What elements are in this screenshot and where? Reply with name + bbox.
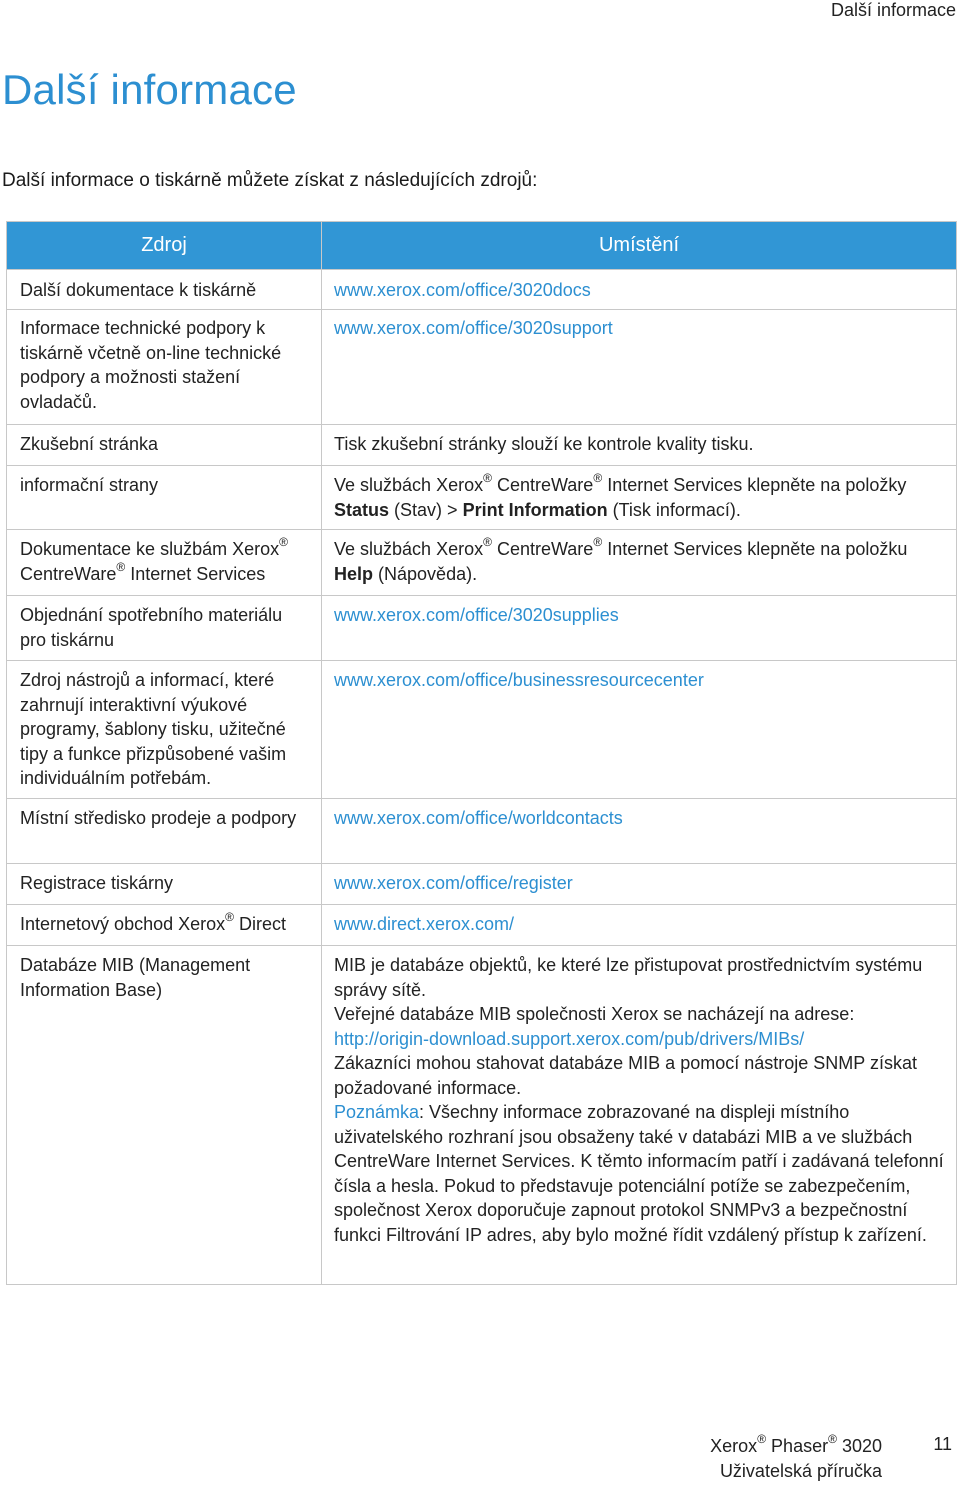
page-number: 11	[933, 1434, 952, 1454]
source-cell: Další dokumentace k tiskárně	[7, 270, 322, 310]
table-row	[7, 799, 957, 864]
table-row	[7, 270, 957, 310]
location-cell	[322, 905, 957, 946]
mib-description: MIB je databáze objektů, ke které lze přistupovat prostřednictvím systému správy sítě.	[334, 955, 923, 1000]
resources-table	[6, 221, 956, 1285]
note-label[interactable]: Poznámka	[334, 1102, 420, 1122]
location-cell	[322, 864, 957, 905]
source-cell: Zdroj nástrojů a informací, které zahrnují interaktivní výukové programy, šablony tisku, užitečné tipy a funkce přizpůsobené vašim individuálním potřebám.	[7, 661, 322, 799]
table-row	[7, 466, 957, 530]
table-row	[7, 425, 957, 466]
location-cell	[322, 946, 957, 1285]
footer-product: Xerox® Phaser® 3020	[710, 1432, 882, 1456]
column-header-source: Zdroj	[7, 222, 322, 270]
source-cell: Registrace tiskárny	[7, 864, 322, 905]
link-world-contacts[interactable]: www.xerox.com/office/worldcontacts	[334, 808, 623, 828]
source-cell: Internetový obchod Xerox® Direct	[7, 905, 322, 946]
menu-help: Help	[334, 563, 374, 584]
source-cell: informační strany	[7, 466, 322, 530]
link-supplies[interactable]: www.xerox.com/office/3020supplies	[334, 605, 619, 625]
page-title: Další informace	[2, 66, 297, 113]
location-cell: Tisk zkušební stránky slouží ke kontrole kvality tisku.	[322, 425, 957, 466]
footer	[710, 1434, 882, 1484]
table-row	[7, 905, 957, 946]
link-business-resource-center[interactable]: www.xerox.com/office/businessresourcecenter	[334, 670, 704, 690]
location-cell	[322, 270, 957, 310]
column-header-location: Umístění	[322, 222, 957, 270]
link-direct[interactable]: www.direct.xerox.com/	[334, 914, 515, 934]
menu-status: Status	[334, 499, 390, 520]
table-row	[7, 530, 957, 596]
table-row	[7, 946, 957, 1285]
location-cell: Ve službách Xerox® CentreWare® Internet Services klepněte na položku Help (Nápověda).	[322, 530, 957, 596]
table-header-row	[7, 222, 957, 270]
footer-guide: Uživatelská příručka	[719, 1461, 882, 1481]
source-cell: Databáze MIB (Management Information Base)	[7, 946, 322, 1285]
source-cell: Dokumentace ke službám Xerox® CentreWare® Internet Services	[7, 530, 322, 596]
source-cell: Informace technické podpory k tiskárně včetně on-line technické podpory a možnosti stažení ovladačů.	[7, 310, 322, 425]
link-mibs[interactable]: http://origin-download.support.xerox.com/pub/drivers/MIBs/	[334, 1028, 805, 1049]
link-docs[interactable]: www.xerox.com/office/3020docs	[334, 280, 591, 300]
table-row	[7, 864, 957, 905]
table-row	[7, 596, 957, 661]
source-cell: Zkušební stránka	[7, 425, 322, 466]
link-support[interactable]: www.xerox.com/office/3020support	[334, 318, 613, 338]
location-cell	[322, 310, 957, 425]
source-cell: Místní středisko prodeje a podpory	[7, 799, 322, 864]
location-cell	[322, 661, 957, 799]
location-cell: Ve službách Xerox® CentreWare® Internet Services klepněte na položky Status (Stav) > Print Information (Tisk informací).	[322, 466, 957, 530]
location-cell	[322, 596, 957, 661]
location-cell	[322, 799, 957, 864]
menu-print-information: Print Information	[462, 499, 608, 520]
source-cell: Objednání spotřebního materiálu pro tiskárnu	[7, 596, 322, 661]
mib-note: Poznámka: Všechny informace zobrazované na displeji místního uživatelského rozhraní jsou obsaženy také v databázi MIB a ve službách CentreWare Internet Services. K těmto informacím patří i zadávaná telefonní čísla a hesla. Pokud to představuje potenciální potíže se zabezpečením, společnost Xerox doporučuje zapnout protokol SNMPv3 a bezpečnostní funkci Filtrování IP adres, aby bylo možné řídit vzdálený přístup k zařízení.	[334, 1102, 944, 1245]
table-row	[7, 661, 957, 799]
running-header: Další informace	[830, 0, 956, 20]
mib-download-info: Zákazníci mohou stahovat databáze MIB a pomocí nástroje SNMP získat požadované informace.	[334, 1053, 917, 1098]
table-row	[7, 310, 957, 425]
link-register[interactable]: www.xerox.com/office/register	[334, 873, 573, 893]
mib-location-intro: Veřejné databáze MIB společnosti Xerox se nacházejí na adrese:	[334, 1004, 855, 1024]
intro-text: Další informace o tiskárně můžete získat z následujících zdrojů:	[2, 170, 538, 191]
